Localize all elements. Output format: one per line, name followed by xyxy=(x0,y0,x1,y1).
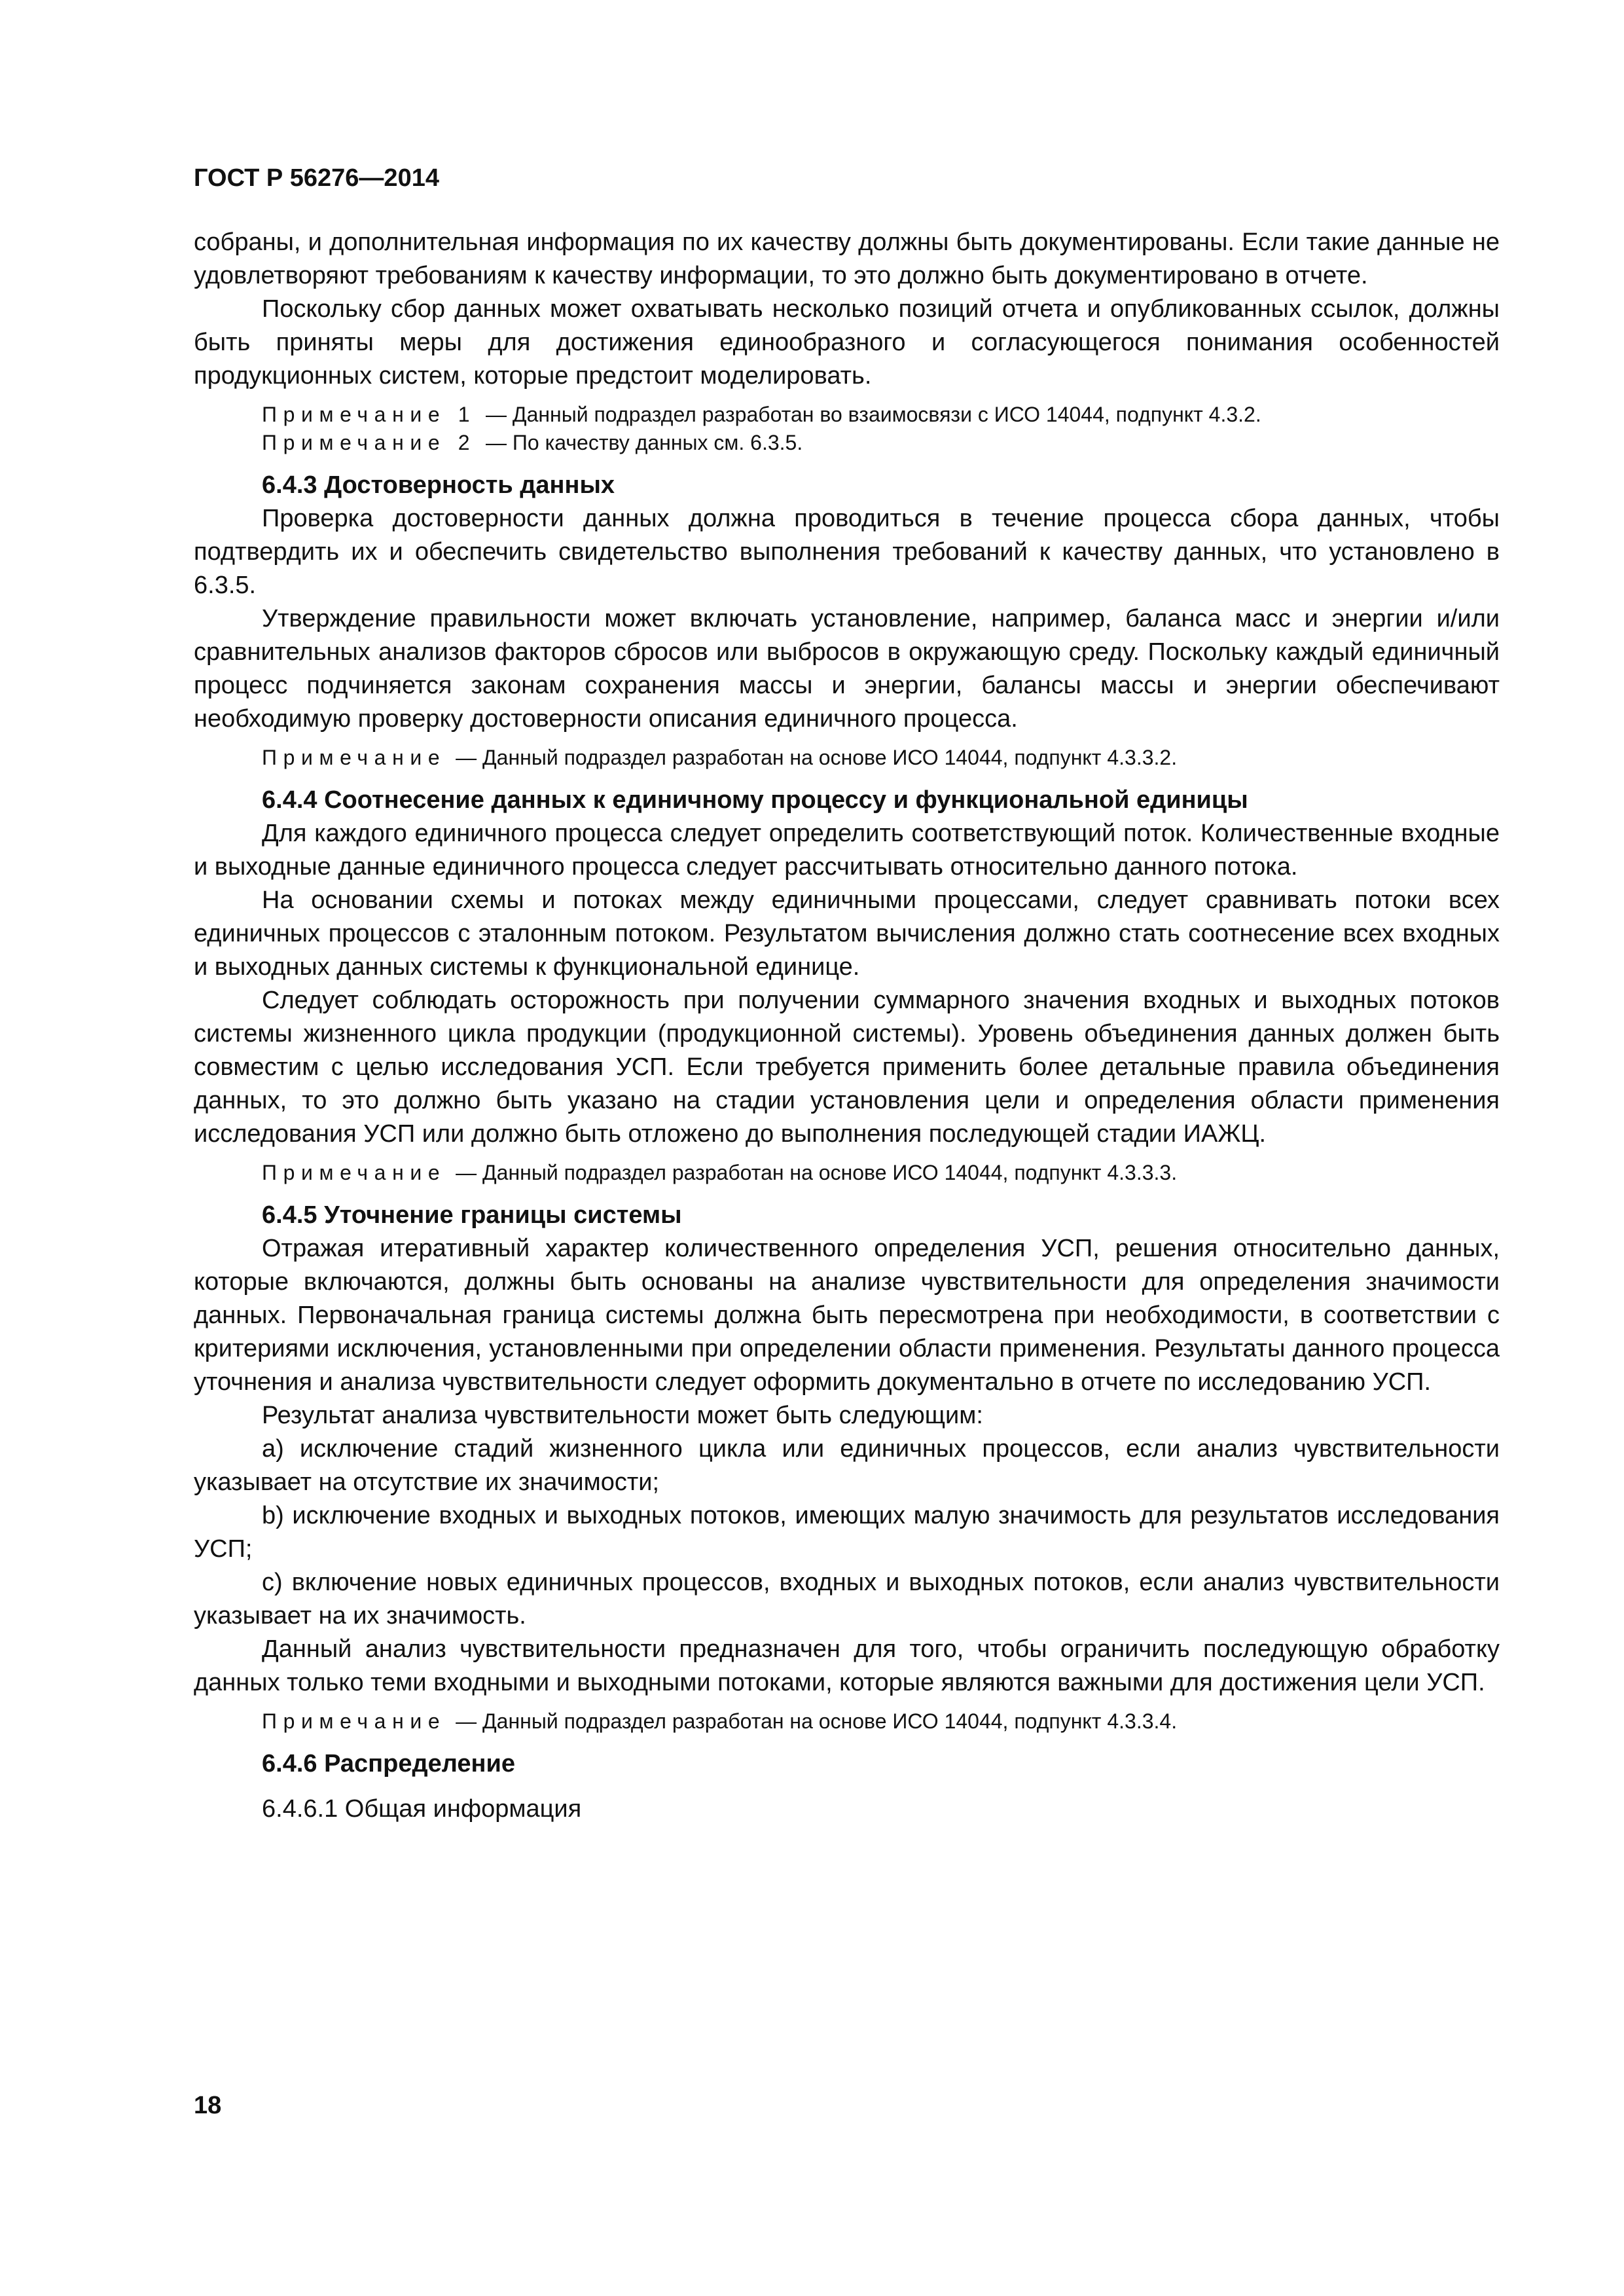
note xyxy=(194,744,1500,772)
note xyxy=(194,401,1500,429)
section-heading: 6.4.4 Соотнесение данных к единичному процессу и функциональной единицы xyxy=(262,786,1248,814)
note-text: — Данный подраздел разработан на основе ИСО 14044, подпункт 4.3.3.2. xyxy=(456,746,1178,769)
document-body xyxy=(194,226,1500,1826)
paragraph: Отражая итеративный характер количественного определения УСП, решения относительно данных, которые включаются, должны быть основаны на анализе чувствительности для определения значимости данных. Первоначальная граница системы должна быть пересмотрена при необходимости, в соответствии с критериями исключения, установленными при определении области применения. Результаты данного процесса уточнения и анализа чувствительности следует оформить документально в отчете по исследованию УСП. xyxy=(194,1235,1500,1396)
paragraph: На основании схемы и потоках между единичными процессами, следует сравнивать потоки всех единичных процессов с эталонным потоком. Результатом вычисления должно стать соотнесение всех входных и выходных данных системы к функциональной единице. xyxy=(194,886,1500,981)
note xyxy=(194,1707,1500,1736)
paragraph: собраны, и дополнительная информация по их качеству должны быть документированы. Если такие данные не удовлетворяют требованиям к качеству информации, то это должно быть документировано в отчете. xyxy=(194,228,1500,289)
paragraph: Данный анализ чувствительности предназначен для того, чтобы ограничить последующую обработку данных только теми входными и выходными потоками, которые являются важными для достижения цели УСП. xyxy=(194,1635,1500,1696)
note-text: — По качеству данных см. 6.3.5. xyxy=(486,431,803,454)
section-heading: 6.4.6 Распределение xyxy=(262,1750,515,1777)
note xyxy=(194,1159,1500,1187)
paragraph: Поскольку сбор данных может охватывать несколько позиций отчета и опубликованных ссылок, должны быть приняты меры для достижения единообразного и согласующегося понимания особенностей продукционных систем, которые предстоит моделировать. xyxy=(194,295,1500,390)
note-text: — Данный подраздел разработан во взаимосвязи с ИСО 14044, подпункт 4.3.2. xyxy=(486,403,1261,426)
note xyxy=(194,429,1500,457)
section-heading: 6.4.5 Уточнение границы системы xyxy=(262,1201,682,1229)
subsection-heading: 6.4.6.1 Общая информация xyxy=(262,1795,582,1823)
paragraph: Утверждение правильности может включать установление, например, баланса масс и энергии и/или сравнительных анализов факторов сбросов или выбросов в окружающую среду. Поскольку каждый единичный процесс подчиняется законам сохранения массы и энергии, балансы массы и энергии обеспечивают необходимую проверку достоверности описания единичного процесса. xyxy=(194,605,1500,733)
list-item: b) исключение входных и выходных потоков, имеющих малую значимость для результатов исследования УСП; xyxy=(194,1502,1500,1563)
paragraph: Для каждого единичного процесса следует определить соответствующий поток. Количественные входные и выходные данные единичного процесса следует рассчитывать относительно данного потока. xyxy=(194,820,1500,881)
document-id-header: ГОСТ Р 56276—2014 xyxy=(194,164,439,192)
list-item: c) включение новых единичных процессов, входных и выходных потоков, если анализ чувствительности указывает на их значимость. xyxy=(194,1569,1500,1630)
note-label: Примечание 1 xyxy=(262,403,477,426)
page-number: 18 xyxy=(194,2092,222,2119)
note-text: — Данный подраздел разработан на основе ИСО 14044, подпункт 4.3.3.4. xyxy=(456,1709,1178,1733)
note-label: Примечание 2 xyxy=(262,431,477,454)
paragraph: Следует соблюдать осторожность при получении суммарного значения входных и выходных потоков системы жизненного цикла продукции (продукционной системы). Уровень объединения данных должен быть совместим с целью исследования УСП. Если требуется применить более детальные правила объединения данных, то это должно быть указано на стадии установления цели и определения области применения исследования УСП или должно быть отложено до выполнения последующей стадии ИАЖЦ. xyxy=(194,987,1500,1148)
note-label: Примечание xyxy=(262,1161,446,1184)
list-item: a) исключение стадий жизненного цикла или единичных процессов, если анализ чувствительности указывает на отсутствие их значимости; xyxy=(194,1435,1500,1496)
paragraph: Проверка достоверности данных должна проводиться в течение процесса сбора данных, чтобы подтвердить их и обеспечить свидетельство выполнения требований к качеству данных, что установлено в 6.3.5. xyxy=(194,505,1500,599)
paragraph: Результат анализа чувствительности может быть следующим: xyxy=(262,1402,983,1429)
section-heading: 6.4.3 Достоверность данных xyxy=(262,471,615,499)
note-label: Примечание xyxy=(262,1709,446,1733)
note-text: — Данный подраздел разработан на основе ИСО 14044, подпункт 4.3.3.3. xyxy=(456,1161,1178,1184)
note-label: Примечание xyxy=(262,746,446,769)
